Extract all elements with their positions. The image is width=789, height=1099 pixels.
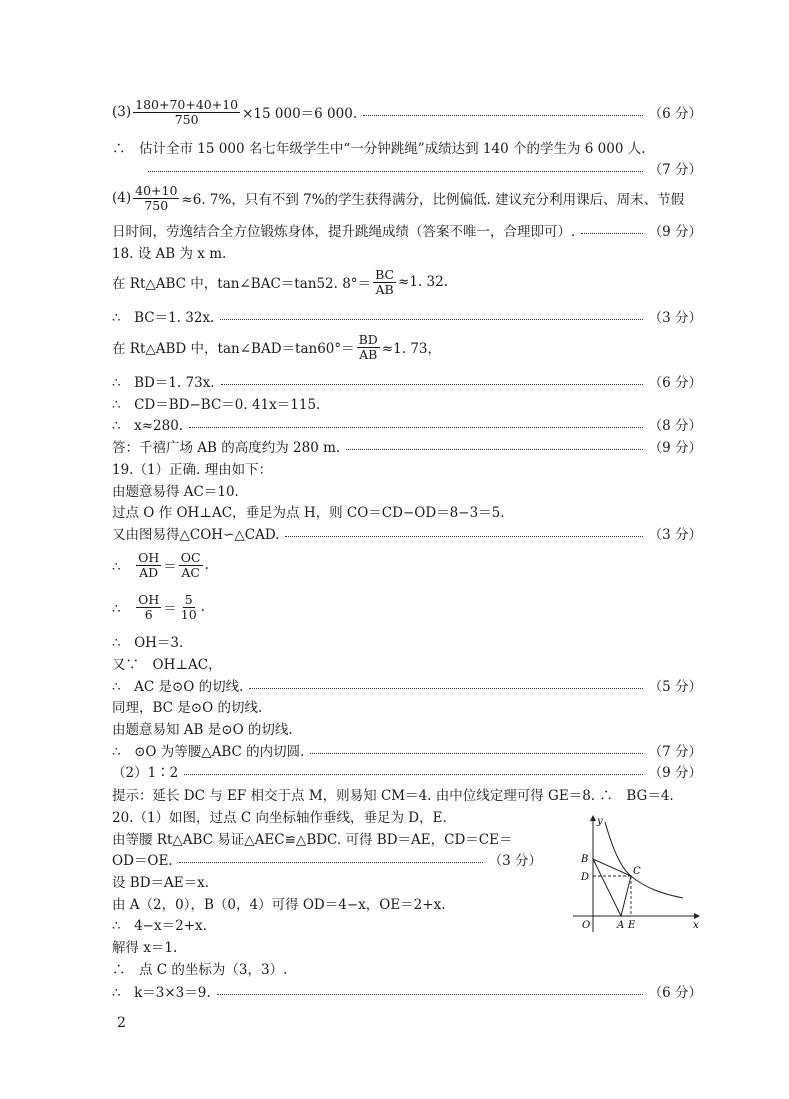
dot-leader [148,171,643,172]
numerator: 40+10 [135,183,178,199]
hyperbola-curve [605,822,683,898]
line-3 [112,92,702,132]
denominator: 750 [174,111,199,127]
line-20-k [112,980,702,1002]
score-mark: （3 分） [648,310,702,326]
line-18-bc [112,305,702,327]
denominator: 10 [180,606,197,622]
text: 又∵ OH⊥AC， [112,657,222,673]
score-mark: （5 分） [648,679,702,695]
fraction [133,184,179,211]
triangle-abc [593,859,631,916]
text: ∴ 点 C 的坐标为（3，3）. [112,962,288,978]
text: ∴ [112,601,135,617]
denominator: 750 [144,197,169,213]
text: 由 A（2，0），B（0，4）可得 OD＝4−x，OE＝2+x. [112,897,446,913]
denominator: 6 [144,606,153,622]
score-mark: （8 分） [648,418,702,434]
dot-leader [221,384,643,385]
denominator: AC [181,564,200,580]
text: 由等腰 Rt△ABC 易证△AEC≌△BDC. 可得 BD＝AE，CD＝CE＝ [112,832,513,848]
score-mark: （6 分） [648,106,702,122]
text: OD＝OE. [112,853,173,869]
score-mark: （6 分） [648,375,702,391]
dot-leader [217,994,643,995]
text: 又由图易得△COH∽△CAD. [112,527,280,543]
numerator: OH [138,550,160,566]
label-b: B [581,854,589,865]
line-19-oh [112,500,702,522]
text: 设 BD＝AE＝x. [112,875,210,891]
text: 答：千禧广场 AB 的高度约为 280 m. [112,440,341,456]
numerator: 180+70+40+10 [135,97,239,113]
item-label: (4) [112,190,132,206]
fraction [373,268,396,295]
denominator: AB [359,346,378,362]
score-mark: （7 分） [648,744,702,760]
score-mark: （9 分） [648,765,702,781]
text: ∴ CD＝BD−BC＝0. 41x＝115. [112,397,321,413]
text: 在 Rt△ABD 中，tan∠BAD＝tan60°＝ [112,341,355,357]
line-19-part2 [112,760,702,782]
text: ∴ x≈280. [112,418,184,434]
text: 在 Rt△ABC 中，tan∠BAC＝tan52. 8°＝ [112,276,372,292]
line-19-ratio1 [112,545,702,585]
text: 20.（1）如图，过点 C 向坐标轴作垂线，垂足为 D，E. [112,810,447,826]
line-conclusion [112,136,702,158]
text: 日时间，劳逸结合全方位锻炼身体，提升跳绳成绩（答案不唯一，合理即可）. [112,224,576,240]
line-18-bd [112,370,702,392]
line-18-x [112,413,702,435]
text: ∴ k＝3×3＝9. [112,985,211,1001]
numerator: OH [138,592,160,608]
dot-leader [189,427,643,428]
text: ≈1. 73， [381,341,442,357]
line-19 [112,457,702,479]
line-4b [112,219,702,241]
dot-leader [220,319,642,320]
dot-leader [184,774,642,775]
line-20-solve [112,935,702,957]
denominator: AD [139,564,159,580]
line-18-cd [112,392,702,414]
line-18-tan2 [112,327,702,367]
dot-leader [346,449,642,450]
line-score-7 [148,157,702,179]
label-x: x [693,920,699,931]
denominator: AB [375,281,394,297]
fraction [133,98,240,125]
coordinate-figure [565,810,705,935]
line-19-because [112,652,702,674]
text: 过点 O 作 OH⊥AC，垂足为点 H，则 CO＝CD−OD＝8−3＝5. [112,505,505,521]
dot-leader [363,115,642,116]
label-o: O [582,920,591,931]
dot-leader [581,233,642,234]
text: 提示：延长 DC 与 EF 相交于点 M，则易知 CM＝4. 由中位线定理可得 GE＝8. ∴ BG＝4. [112,788,674,804]
score-mark: （9 分） [648,440,702,456]
numerator: OC [180,550,201,566]
item-label: (3) [112,104,132,120]
line-19-ab [112,717,702,739]
text: ＝ [163,559,177,575]
line-18-tan1 [112,262,702,302]
text: ∴ OH＝3. [112,635,184,651]
numerator: BC [375,267,395,283]
text: 解得 x＝1. [112,940,178,956]
text: ∴ ⊙O 为等腰△ABC 的内切圆. [112,744,305,760]
numerator: 5 [184,592,193,608]
score-mark: （3 分） [648,527,702,543]
dot-leader [310,753,642,754]
score-mark: （6 分） [648,985,702,1001]
fraction [179,593,199,620]
line-19-tangent [112,674,702,696]
line-20-od-oe [112,848,542,870]
fraction [357,333,380,360]
text: 由题意易知 AB 是⊙O 的切线. [112,722,293,738]
score-mark: （9 分） [648,224,702,240]
expression-text: ×15 000＝6 000. [242,106,358,122]
label-c: C [633,866,641,877]
dot-leader [285,536,642,537]
line-19-ratio2 [112,587,702,627]
line-19-hint [112,783,702,805]
line-19-ac [112,479,702,501]
text: ≈6. 7%，只有不到 7%的学生获得满分，比例偏低. 建议充分利用课后、周末、节假 [181,192,685,208]
dot-leader [249,688,642,689]
text: ≈1. 32. [398,274,448,290]
fraction [179,551,203,578]
line-19-oh3 [112,630,702,652]
text: ∴ BC＝1. 32x. [112,310,215,326]
text: ∴ 估计全市 15 000 名七年级学生中“一分钟跳绳”成绩达到 140 个的学生为 6 000 人. [112,141,646,157]
line-19-similar [112,522,702,544]
numerator: BD [358,332,378,348]
text: 同理，BC 是⊙O 的切线. [112,700,263,716]
label-y: y [597,816,603,827]
fraction [136,551,161,578]
text: ∴ AC 是⊙O 的切线. [112,679,244,695]
text: 19.（1）正确. 理由如下： [112,462,273,478]
text: ＝ [163,601,177,617]
label-a: A [617,920,625,931]
dot-leader [179,862,483,863]
text: ∴ 4−x＝2+x. [112,918,207,934]
line-4 [112,178,702,218]
text: ∴ BD＝1. 73x. [112,375,215,391]
page-number: 2 [117,1015,126,1031]
fraction [136,593,161,620]
score-mark: （7 分） [648,162,702,178]
line-19-incircle [112,739,702,761]
score-mark: （3 分） [488,853,542,869]
label-d: D [581,872,590,883]
text: ∴ [112,559,135,575]
line-18-answer [112,435,702,457]
line-18 [112,241,702,263]
text: . [204,557,209,573]
line-19-same [112,695,702,717]
label-e: E [628,920,636,931]
text: . [200,599,205,615]
text: （2）1∶2 [112,765,179,781]
text: 由题意易得 AC＝10. [112,484,239,500]
line-20-c [112,957,702,979]
text: 18. 设 AB 为 x m. [112,246,227,262]
